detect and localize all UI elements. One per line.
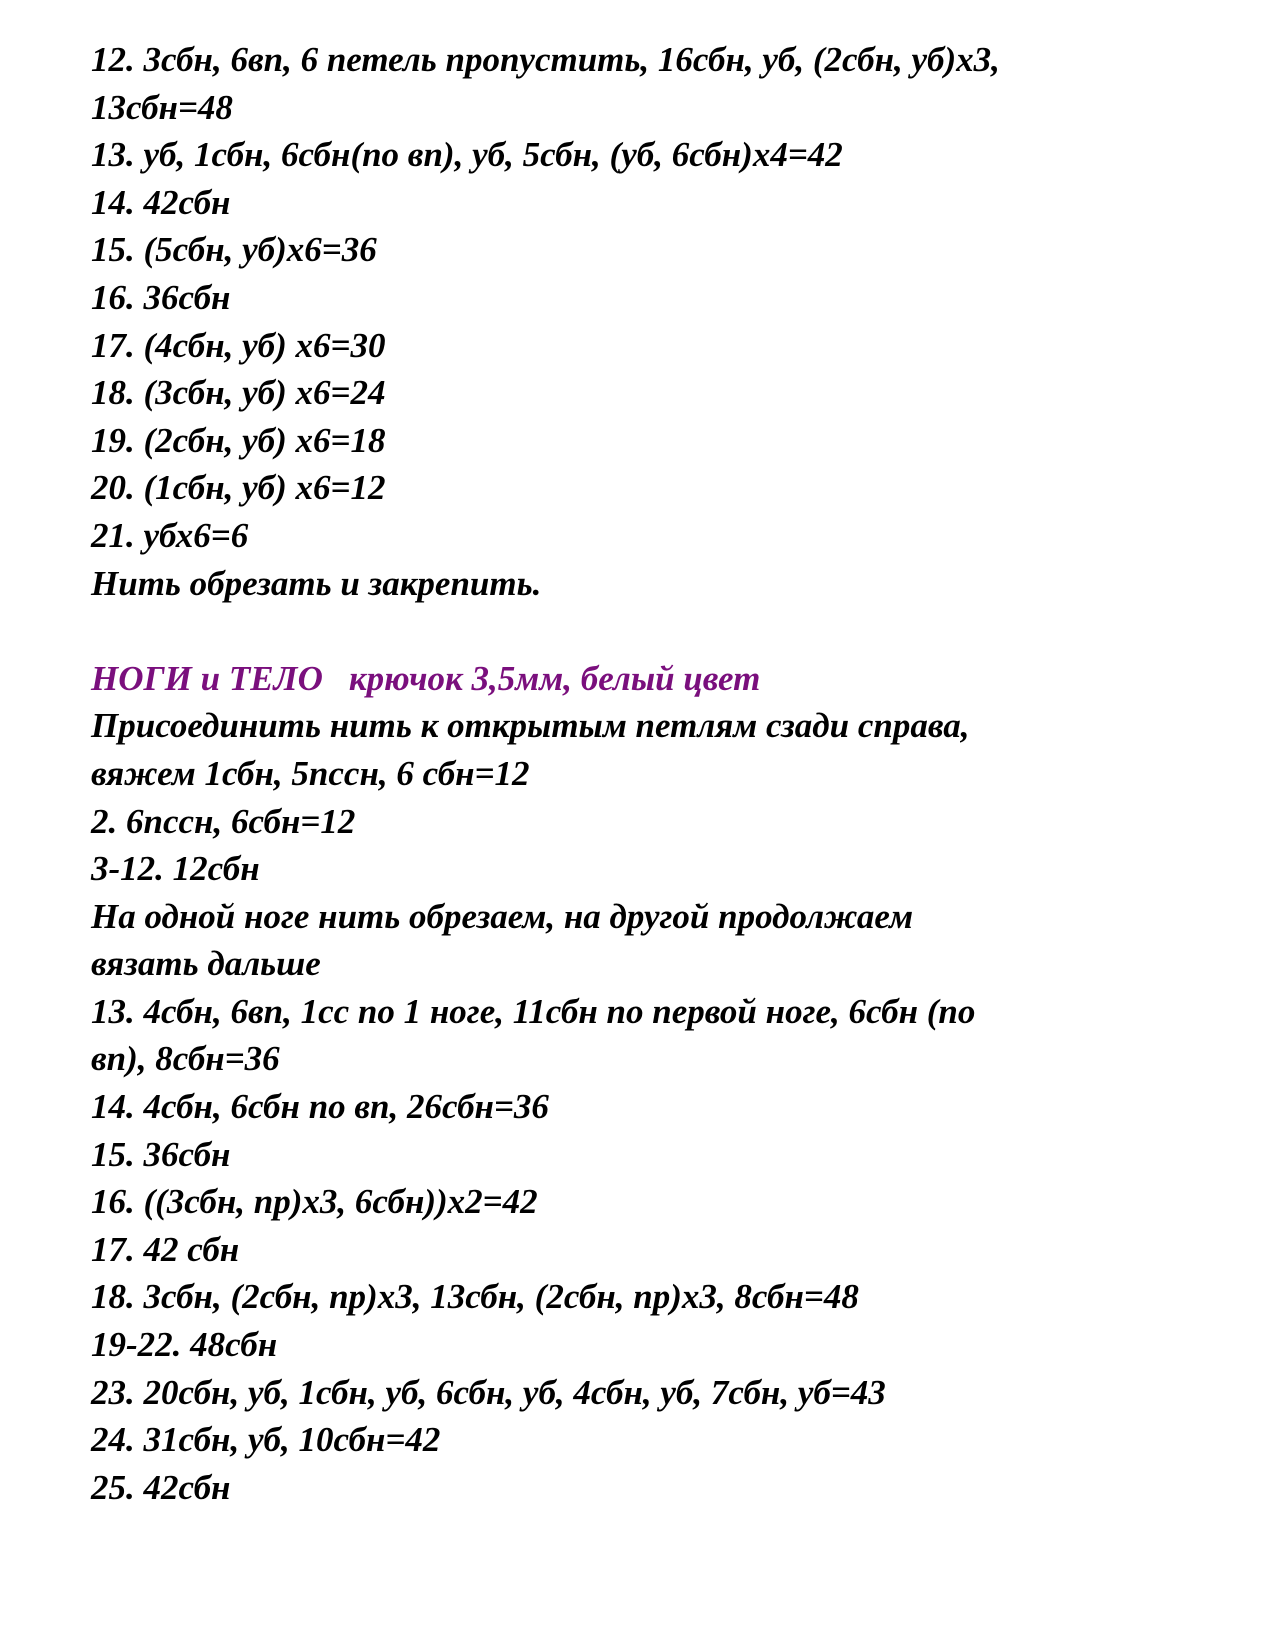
pattern-instruction-continuation: вяжем 1сбн, 5пссн, 6 сбн=12 [91,753,530,793]
pattern-instruction: Присоединить нить к открытым петлям сзади справа, [91,706,970,746]
section-subtitle: крючок 3,5мм, белый цвет [348,658,761,698]
pattern-row: 15. 36сбн [91,1134,231,1174]
pattern-instruction: На одной ноге нить обрезаем, на другой продолжаем [91,896,914,936]
pattern-row: 19. (2сбн, уб) х6=18 [91,420,386,460]
pattern-row: 2. 6пссн, 6сбн=12 [91,801,356,841]
pattern-row: 16. 36сбн [91,277,231,317]
pattern-instruction-continuation: вязать дальше [91,944,321,984]
section-legs-body [91,655,1241,1512]
section-title: НОГИ и ТЕЛО [91,658,323,698]
pattern-row: 17. (4сбн, уб) х6=30 [91,325,386,365]
pattern-row: 14. 42сбн [91,182,231,222]
pattern-row: 18. (3сбн, уб) х6=24 [91,373,386,413]
pattern-row-continuation: 13сбн=48 [91,87,233,127]
pattern-row: 18. 3сбн, (2сбн, пр)х3, 13сбн, (2сбн, пр)х3, 8сбн=48 [91,1277,859,1317]
pattern-row: 23. 20сбн, уб, 1сбн, уб, 6сбн, уб, 4сбн, уб, 7сбн, уб=43 [91,1372,886,1412]
pattern-row: 16. ((3сбн, пр)х3, 6сбн))х2=42 [91,1182,538,1222]
pattern-instruction: Нить обрезать и закрепить. [91,563,542,603]
pattern-row-continuation: вп), 8сбн=36 [91,1039,280,1079]
pattern-row: 3-12. 12сбн [91,849,260,889]
pattern-row: 15. (5сбн, уб)х6=36 [91,230,377,270]
section-divider-space [91,607,1241,655]
section-continued-rounds [91,36,1241,607]
pattern-row: 14. 4сбн, 6сбн по вп, 26сбн=36 [91,1087,549,1127]
pattern-row: 20. (1сбн, уб) х6=12 [91,468,386,508]
pattern-row: 17. 42 сбн [91,1229,240,1269]
pattern-row: 12. 3сбн, 6вп, 6 петель пропустить, 16сбн, уб, (2сбн, уб)х3, [91,40,1000,79]
pattern-row: 19-22. 48сбн [91,1325,278,1365]
pattern-row: 13. уб, 1сбн, 6сбн(по вп), уб, 5сбн, (уб, 6сбн)х4=42 [91,135,843,175]
section-heading [91,655,1241,703]
pattern-row: 21. убх6=6 [91,515,249,555]
pattern-row: 25. 42сбн [91,1467,231,1507]
pattern-row: 13. 4сбн, 6вп, 1сс по 1 ноге, 11сбн по первой ноге, 6сбн (по [91,991,976,1031]
pattern-page [91,36,1241,1511]
pattern-row: 24. 31сбн, уб, 10сбн=42 [91,1420,441,1460]
